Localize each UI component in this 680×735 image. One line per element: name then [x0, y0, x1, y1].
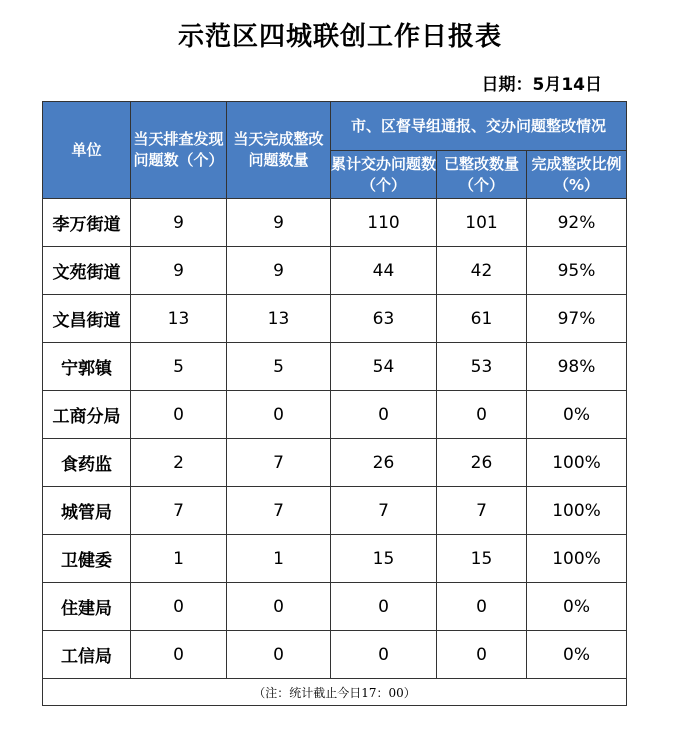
ratio-cell: 0%	[527, 631, 627, 679]
report-date: 日期：5月14日	[481, 75, 602, 95]
fixed-cell: 7	[227, 439, 331, 487]
unit-cell: 卫健委	[43, 535, 131, 583]
assigned-cell: 110	[331, 199, 437, 247]
fixed-cell: 1	[227, 535, 331, 583]
done-cell: 42	[437, 247, 527, 295]
found-cell: 0	[131, 631, 227, 679]
assigned-cell: 0	[331, 631, 437, 679]
assigned-cell: 7	[331, 487, 437, 535]
ratio-cell: 97%	[527, 295, 627, 343]
ratio-cell: 95%	[527, 247, 627, 295]
fixed-cell: 9	[227, 247, 331, 295]
done-cell: 101	[437, 199, 527, 247]
unit-cell: 住建局	[43, 583, 131, 631]
unit-cell: 李万街道	[43, 199, 131, 247]
done-cell: 0	[437, 583, 527, 631]
report-title: 示范区四城联创工作日报表	[177, 22, 502, 52]
assigned-cell: 0	[331, 583, 437, 631]
table-row	[43, 295, 627, 343]
table-row	[43, 439, 627, 487]
header-found-today: 当天排查发现问题数（个）	[131, 102, 227, 199]
fixed-cell: 5	[227, 343, 331, 391]
unit-cell: 食药监	[43, 439, 131, 487]
header-supervision-group: 市、区督导组通报、交办问题整改情况	[331, 102, 627, 151]
assigned-cell: 54	[331, 343, 437, 391]
table-row	[43, 391, 627, 439]
found-cell: 0	[131, 391, 227, 439]
found-cell: 5	[131, 343, 227, 391]
done-cell: 61	[437, 295, 527, 343]
fixed-cell: 13	[227, 295, 331, 343]
ratio-cell: 100%	[527, 535, 627, 583]
header-unit: 单位	[43, 102, 131, 199]
found-cell: 2	[131, 439, 227, 487]
unit-cell: 工商分局	[43, 391, 131, 439]
table-row	[43, 343, 627, 391]
found-cell: 1	[131, 535, 227, 583]
ratio-cell: 0%	[527, 583, 627, 631]
done-cell: 7	[437, 487, 527, 535]
done-cell: 53	[437, 343, 527, 391]
table-row	[43, 487, 627, 535]
ratio-cell: 92%	[527, 199, 627, 247]
unit-cell: 文苑街道	[43, 247, 131, 295]
ratio-cell: 100%	[527, 439, 627, 487]
report-table	[42, 101, 627, 706]
table-row	[43, 583, 627, 631]
header-completion-ratio: 完成整改比例（%）	[527, 151, 627, 199]
assigned-cell: 44	[331, 247, 437, 295]
found-cell: 9	[131, 199, 227, 247]
assigned-cell: 15	[331, 535, 437, 583]
ratio-cell: 0%	[527, 391, 627, 439]
table-row	[43, 247, 627, 295]
fixed-cell: 9	[227, 199, 331, 247]
found-cell: 13	[131, 295, 227, 343]
table-row	[43, 631, 627, 679]
table-row	[43, 199, 627, 247]
header-fixed-today: 当天完成整改问题数量	[227, 102, 331, 199]
done-cell: 0	[437, 391, 527, 439]
found-cell: 9	[131, 247, 227, 295]
found-cell: 0	[131, 583, 227, 631]
fixed-cell: 7	[227, 487, 331, 535]
assigned-cell: 0	[331, 391, 437, 439]
fixed-cell: 0	[227, 631, 331, 679]
fixed-cell: 0	[227, 583, 331, 631]
ratio-cell: 98%	[527, 343, 627, 391]
unit-cell: 城管局	[43, 487, 131, 535]
ratio-cell: 100%	[527, 487, 627, 535]
unit-cell: 工信局	[43, 631, 131, 679]
header-rectified-count: 已整改数量（个）	[437, 151, 527, 199]
done-cell: 15	[437, 535, 527, 583]
assigned-cell: 63	[331, 295, 437, 343]
done-cell: 0	[437, 631, 527, 679]
done-cell: 26	[437, 439, 527, 487]
assigned-cell: 26	[331, 439, 437, 487]
unit-cell: 宁郭镇	[43, 343, 131, 391]
fixed-cell: 0	[227, 391, 331, 439]
header-assigned-total: 累计交办问题数（个）	[331, 151, 437, 199]
found-cell: 7	[131, 487, 227, 535]
unit-cell: 文昌街道	[43, 295, 131, 343]
footnote: （注：统计截止今日17：00）	[43, 679, 627, 706]
table-row	[43, 535, 627, 583]
